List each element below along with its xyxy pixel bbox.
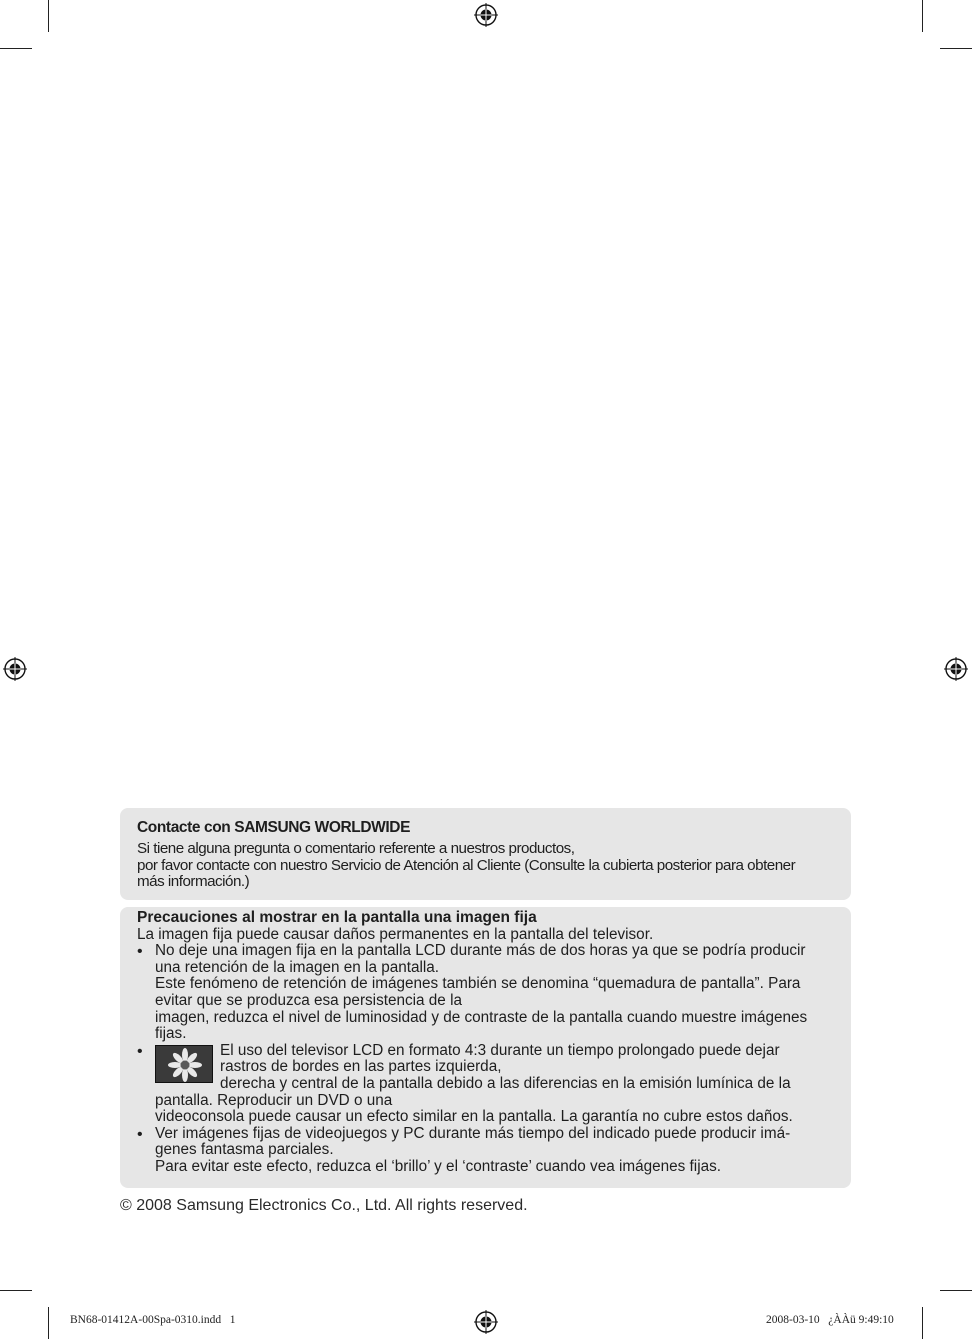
precautions-box [120,907,851,1188]
precaution-line: Para evitar este efecto, reduzca el ‘brillo’ y el ‘contraste’ cuando vea imágenes fijas. [155,1157,721,1175]
crop-mark-icon [940,48,972,49]
precaution-line: El uso del televisor LCD en formato 4:3 durante un tiempo prolongado puede dejar [220,1041,780,1059]
contact-line: por favor contacte con nuestro Servicio de Atención al Cliente (Consulte la cubierta posterior para obtener [137,856,796,874]
precaution-item [137,943,843,1043]
precaution-line: una retención de la imagen en la pantalla. [155,958,440,976]
precaution-line: rastros de bordes en las partes izquierda, [220,1058,502,1076]
crop-mark-icon [0,1290,32,1291]
crop-mark-icon [940,1290,972,1291]
registration-mark-icon [944,657,968,681]
precaution-item [137,1043,843,1126]
crop-mark-icon [922,1307,923,1339]
bullet-icon: • [137,943,143,961]
precaution-line: derecha y central de la pantalla debido a las diferencias en la emisión lumínica de la [220,1074,791,1092]
precaution-line: No deje una imagen fija en la pantalla LCD durante más de dos horas ya que se podría producir [155,942,806,960]
precaution-line: imagen, reduzca el nivel de luminosidad y de contraste de la pantalla cuando muestre imágenes [155,1008,808,1026]
precaution-line: evitar que se produzca esa persistencia de la [155,991,462,1009]
contact-title: Contacte con SAMSUNG WORLDWIDE [137,819,411,836]
contact-line: más información.) [137,873,250,890]
precautions-intro: La imagen fija puede causar daños permanentes en la pantalla del televisor. [137,925,654,943]
precaution-line: videoconsola puede causar un efecto similar en la pantalla. La garantía no cubre estos daños. [155,1108,793,1126]
footer-file-name: BN68-01412A-00Spa-0310.indd 1 [70,1314,236,1326]
precaution-item [137,1126,843,1176]
crop-mark-icon [48,1307,49,1339]
registration-mark-icon [3,657,27,681]
precaution-line: pantalla. Reproducir un DVD o una [155,1091,393,1109]
crop-mark-icon [48,0,49,32]
copyright-notice: © 2008 Samsung Electronics Co., Ltd. All rights reserved. [120,1197,528,1214]
contact-box [120,808,851,900]
contact-line: Si tiene alguna pregunta o comentario referente a nuestros productos, [137,840,575,857]
bullet-icon: • [137,1125,143,1143]
footer-timestamp: 2008-03-10 ¿ÀÀü 9:49:10 [766,1314,894,1326]
flower-photo-icon [155,1045,213,1083]
precaution-line: Este fenómeno de retención de imágenes también se denomina “quemadura de pantalla”. Para [155,975,801,993]
precaution-line: Ver imágenes fijas de videojuegos y PC durante más tiempo del indicado puede producir imá- [155,1124,791,1142]
crop-mark-icon [922,0,923,32]
precaution-line: genes fantasma parciales. [155,1141,334,1159]
registration-mark-icon [474,3,498,27]
bullet-icon: • [137,1042,143,1060]
precaution-line: fijas. [155,1025,187,1043]
crop-mark-icon [0,48,32,49]
registration-mark-icon [474,1310,498,1334]
precautions-title: Precauciones al mostrar en la pantalla una imagen fija [137,909,537,926]
